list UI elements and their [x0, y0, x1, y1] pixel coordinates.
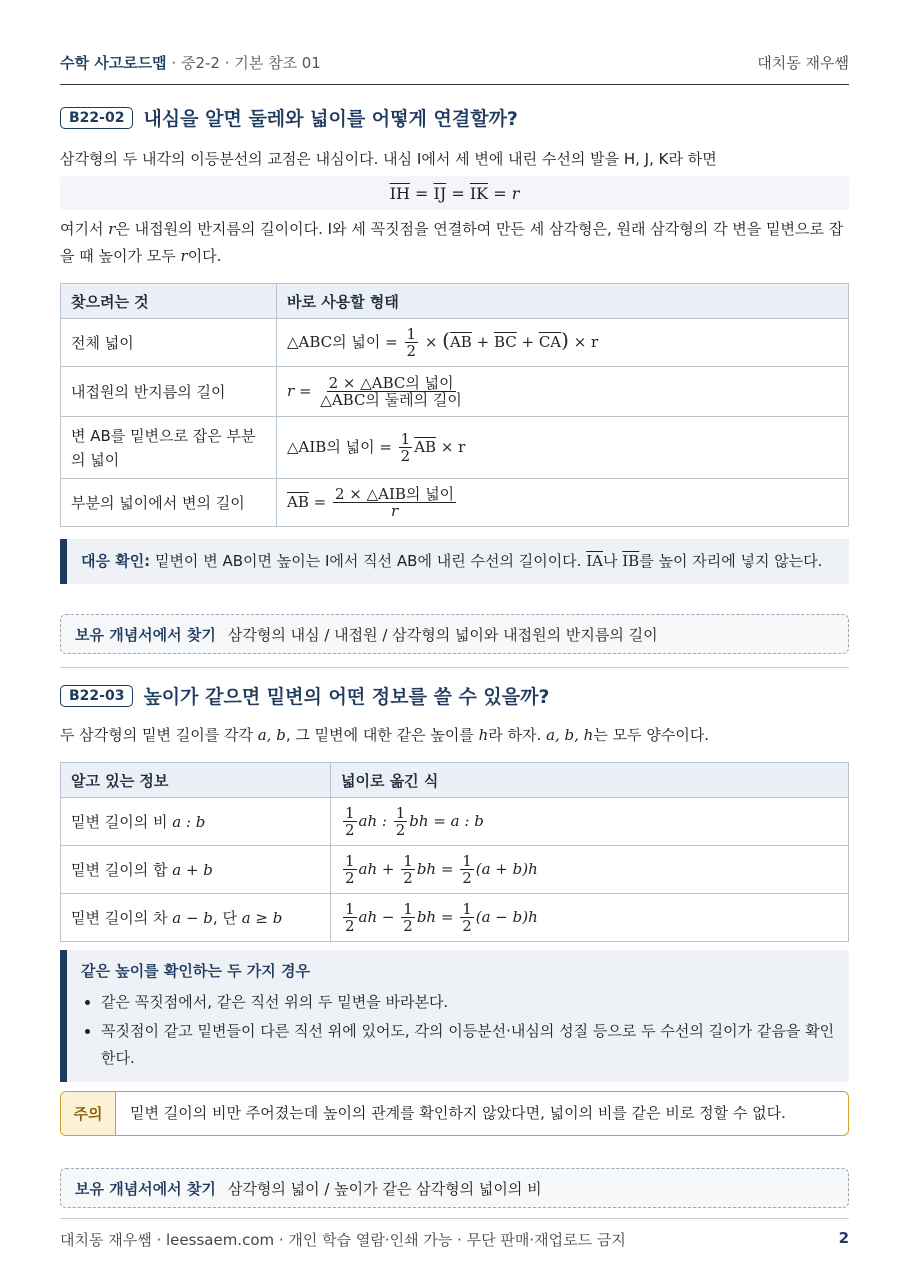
frac-num: 1	[395, 803, 406, 822]
callout-text-a: 밑변이 변 AB이면 높이는 I에서 직선 AB에 내린 수선의 길이이다.	[150, 552, 587, 570]
section1-paragraph	[60, 216, 849, 270]
callout-label: 같은 높이를 확인하는 두 가지 경우	[81, 962, 310, 980]
frac-num: 1	[345, 899, 355, 918]
intro-abh: a, b, h	[546, 726, 594, 744]
row-formula	[277, 367, 849, 417]
section2-table	[60, 762, 849, 942]
label-math: a − b	[172, 909, 213, 927]
section2-code: B22-03	[60, 685, 133, 707]
frac-num: 1	[400, 429, 411, 448]
section1-intro: 삼각형의 두 내각의 이등분선의 교점은 내심이다. 내심 I에서 세 변에 내린 수선의 발을 H, J, K라 하면	[60, 150, 717, 168]
warning-box	[60, 1091, 849, 1136]
fraction	[401, 853, 415, 887]
intro-b: , 그 밑변에 대한 같은 높이를	[285, 726, 479, 744]
table-row	[61, 846, 849, 894]
para-text-b: 은 내접원의 반지름의 길이이다. I와 세 꼭짓점을 연결하여 만든 세 삼각형은, 원래 삼각형의 각 변을 밑변으로 잡을 때 높이가 모두	[60, 220, 844, 265]
frac-den: r	[390, 502, 399, 520]
label-math: a : b	[172, 813, 206, 831]
segment-ij: $\overline{IJ}$	[433, 183, 447, 203]
row-label: 변 AB를 밑변으로 잡은 부분의 넓이	[61, 417, 277, 479]
intro-c: 라 하자.	[488, 726, 547, 744]
table-row	[61, 798, 849, 846]
callout-label: 대응 확인:	[81, 552, 151, 570]
header-meta: · 중2-2 · 기본 참조 01	[166, 54, 321, 72]
table-row	[61, 417, 849, 479]
frac-num: 1	[403, 851, 413, 870]
f-eq: =	[308, 492, 331, 511]
section2-callout	[60, 950, 849, 1082]
list-item: • 같은 꼭짓점에서, 같은 직선 위의 두 밑변을 바라본다.	[101, 989, 835, 1016]
f-times: ×	[420, 332, 443, 351]
para-r: r	[108, 220, 116, 238]
term-2: bh =	[416, 859, 459, 878]
fraction	[343, 901, 357, 935]
fraction	[394, 805, 408, 839]
table2-head-form: 넓이로 옮긴 식	[331, 763, 849, 798]
reference-text: 삼각형의 내심 / 내접원 / 삼각형의 넓이와 내접원의 반지름의 길이	[227, 625, 658, 644]
segment-ih: $\overline{IH}$	[389, 183, 410, 203]
frac-den: 2	[462, 917, 472, 935]
intro-d: 는 모두 양수이다.	[593, 726, 710, 744]
frac-den: 2	[406, 342, 417, 360]
segment-ia: $\overline{IA}$	[586, 552, 603, 570]
section1-table	[60, 283, 849, 527]
section2-intro	[60, 722, 849, 749]
frac-den: 2	[345, 821, 355, 839]
term-1: ah +	[358, 859, 400, 878]
intro-h: h	[478, 726, 489, 744]
row-label	[61, 894, 331, 942]
row-label: 내접원의 반지름의 길이	[61, 367, 277, 417]
label-sep: , 단	[212, 909, 242, 927]
label-math: a + b	[172, 861, 213, 879]
fraction	[405, 326, 419, 360]
row-label	[61, 798, 331, 846]
fraction	[401, 901, 415, 935]
fraction	[318, 375, 464, 409]
f-tail: × r	[568, 332, 599, 351]
frac-den: 2	[403, 869, 413, 887]
section2-reference	[60, 1168, 849, 1208]
row-formula	[331, 894, 849, 942]
section1-title: 내심을 알면 둘레와 넓이를 어떻게 연결할까?	[143, 108, 518, 130]
row-formula: △ABC의 넓이 = $\frac{1}{2}$ × $(\overline{AB} + \overline{BC} + \overline{CA}) \times r$	[277, 319, 849, 367]
table-row	[61, 479, 849, 527]
f-pre: r =	[287, 381, 317, 400]
segment-ik: $\overline{IK}$	[469, 183, 489, 203]
term-1: ah −	[358, 907, 400, 926]
term-1: ah :	[358, 811, 392, 830]
frac-den: 2	[395, 821, 406, 839]
intro-a: 두 삼각형의 밑변 길이를 각각	[60, 726, 258, 744]
frac-num: 2 × △AIB의 넓이	[334, 484, 455, 503]
f-tri: △ABC의 넓이 =	[287, 332, 403, 351]
frac-num: 1	[345, 803, 355, 822]
section-divider	[60, 667, 849, 668]
section2-title: 높이가 같으면 밑변의 어떤 정보를 쓸 수 있을까?	[143, 686, 550, 708]
table-row	[61, 319, 849, 367]
header-left	[60, 52, 321, 73]
section1-code: B22-02	[60, 107, 133, 129]
warning-tag: 주의	[61, 1092, 116, 1135]
row-label: 부분의 넓이에서 변의 길이	[61, 479, 277, 527]
table-row	[61, 894, 849, 942]
table-row	[61, 367, 849, 417]
callout-list	[81, 989, 835, 1072]
para-r2: r	[180, 247, 188, 265]
segment-ib: $\overline{IB}$	[622, 552, 640, 570]
intro-ab: a, b	[257, 726, 286, 744]
fraction	[343, 853, 357, 887]
frac-den: 2	[403, 917, 413, 935]
section1-callout	[60, 539, 849, 584]
frac-den: 2	[462, 869, 472, 887]
row-formula	[331, 846, 849, 894]
segment-ca: $\overline{CA}$	[538, 332, 562, 351]
frac-den: 2	[400, 447, 411, 465]
section1-heading	[60, 104, 849, 131]
callout-text-c: 를 높이 자리에 넣지 않는다.	[639, 552, 823, 570]
label-math-2: a ≥ b	[241, 909, 283, 927]
term-3: (a − b)h	[475, 907, 538, 926]
frac-den: △ABC의 둘레의 길이	[320, 391, 462, 409]
footer-text: 대치동 재우쌤 · leessaem.com · 개인 학습 열람·인쇄 가능 · 무단 판매·재업로드 금지	[60, 1231, 626, 1249]
reference-text: 삼각형의 넓이 / 높이가 같은 삼각형의 넓이의 비	[227, 1179, 542, 1198]
para-text-a: 여기서	[60, 220, 109, 238]
table2-head-info: 알고 있는 정보	[61, 763, 331, 798]
term-3: (a + b)h	[475, 859, 538, 878]
table1-head-form: 바로 사용할 형태	[277, 284, 849, 319]
section2-heading	[60, 682, 849, 709]
segment-ab: $\overline{AB}$	[414, 437, 437, 456]
radius-symbol: r	[511, 183, 520, 203]
para-text-c: 이다.	[187, 247, 222, 265]
fraction	[460, 853, 474, 887]
frac-num: 1	[345, 851, 355, 870]
row-formula	[277, 417, 849, 479]
f-tail: × r	[436, 437, 466, 456]
frac-num: 1	[403, 899, 413, 918]
frac-num: 2 × △ABC의 넓이	[328, 373, 454, 392]
header-brand: 수학 사고로드맵	[60, 54, 167, 72]
page-number: 2	[838, 1229, 849, 1247]
segment-ab: $\overline{AB}$	[287, 492, 309, 511]
segment-bc: $\overline{BC}$	[493, 332, 517, 351]
frac-num: 1	[406, 324, 417, 343]
reference-label: 보유 개념서에서 찾기	[75, 1179, 216, 1198]
segment-ab: $\overline{AB}$	[449, 332, 472, 351]
fraction	[343, 805, 357, 839]
term-2: bh = a : b	[409, 811, 484, 830]
label-text: 밑변 길이의 차	[71, 909, 173, 927]
fraction	[460, 901, 474, 935]
list-item: • 꼭짓점이 같고 밑변들이 다른 직선 위에 있어도, 각의 이등분선·내심의 성질 등으로 두 수선의 길이가 같음을 확인한다.	[101, 1018, 835, 1072]
section1-formula: $\overline{IH}$ = $\overline{IJ}$ = $\overline{IK}$ = r	[60, 176, 849, 210]
frac-num: 1	[462, 851, 472, 870]
fraction	[333, 486, 456, 520]
f-tri: △AIB의 넓이 =	[287, 437, 397, 456]
fraction	[399, 431, 413, 465]
row-formula	[331, 798, 849, 846]
label-text: 밑변 길이의 비	[71, 813, 173, 831]
page-header	[60, 52, 849, 85]
row-formula	[277, 479, 849, 527]
warning-text: 밑변 길이의 비만 주어졌는데 높이의 관계를 확인하지 않았다면, 넓이의 비를 같은 비로 정할 수 없다.	[130, 1104, 786, 1122]
frac-den: 2	[345, 917, 355, 935]
label-text: 밑변 길이의 합	[71, 861, 173, 879]
reference-label: 보유 개념서에서 찾기	[75, 625, 216, 644]
row-label	[61, 846, 331, 894]
table1-head-target: 찾으려는 것	[61, 284, 277, 319]
frac-num: 1	[462, 899, 472, 918]
term-2: bh =	[416, 907, 459, 926]
row-label: 전체 넓이	[61, 319, 277, 367]
section1-reference	[60, 614, 849, 654]
frac-den: 2	[345, 869, 355, 887]
page-footer	[60, 1218, 849, 1250]
callout-text-b: 나	[602, 552, 623, 570]
header-author: 대치동 재우쌤	[757, 54, 849, 72]
